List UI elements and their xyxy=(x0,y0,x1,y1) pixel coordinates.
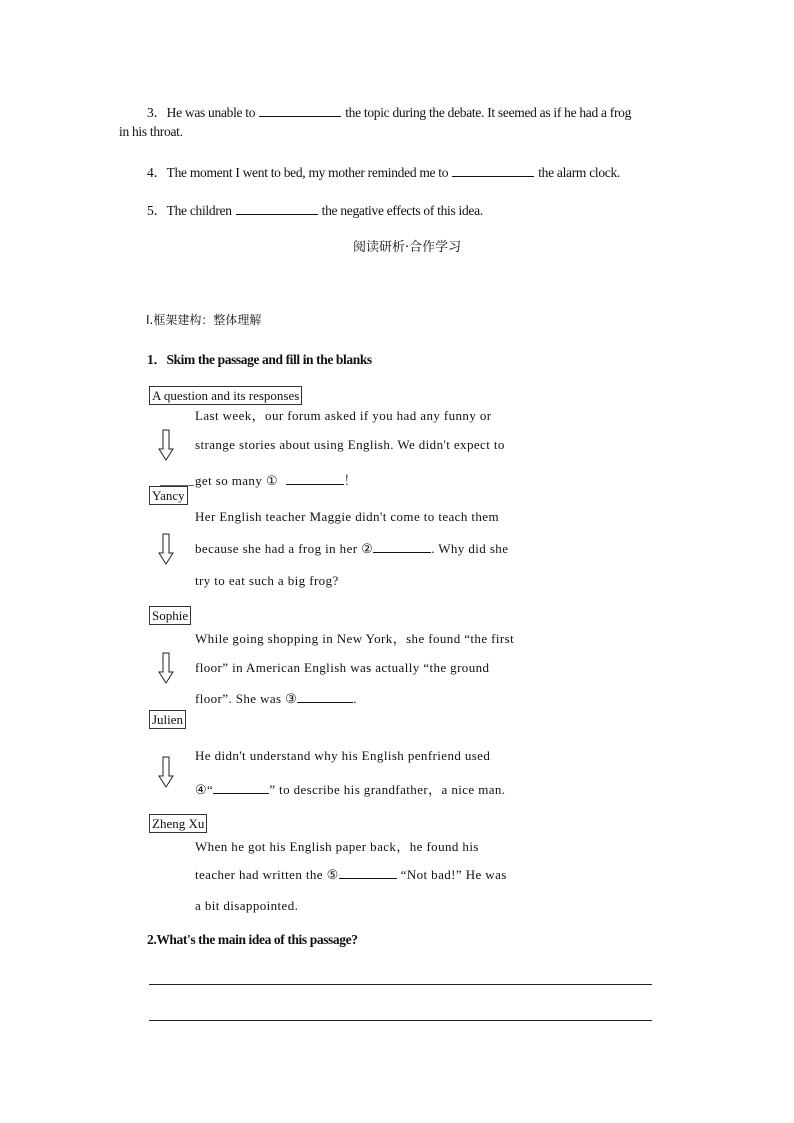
flow-text-line: While going shopping in New York，she found “the first xyxy=(195,631,515,646)
flow-text-line: When he got his English paper back，he found his xyxy=(195,839,479,854)
answer-line-2[interactable] xyxy=(149,1020,652,1021)
down-arrow-icon xyxy=(158,756,174,788)
flow-label-sophie: Sophie xyxy=(149,606,191,625)
flow-text-line: Her English teacher Maggie didn't come to teach them xyxy=(195,509,499,524)
answer-blank-circle-1[interactable] xyxy=(286,473,344,485)
answer-blank-circle-4[interactable] xyxy=(213,782,269,794)
flow-text-line: He didn't understand why his English penfriend used xyxy=(195,748,491,763)
down-arrow-icon xyxy=(158,429,174,461)
answer-blank-4[interactable] xyxy=(452,164,534,177)
task-2-heading: 2.What's the main idea of this passage? xyxy=(147,932,358,947)
question-4: 4．The moment I went to bed, my mother reminded me to the alarm clock. xyxy=(147,165,621,180)
question-3: 3．He was unable to the topic during the debate. It seemed as if he had a frog xyxy=(147,105,632,120)
flow-label-question: A question and its responses xyxy=(149,386,302,405)
flow-text-line: ④“ ” to describe his grandfather，a nice man. xyxy=(195,782,506,797)
flow-text-line: strange stories about using English. We didn't expect to xyxy=(195,437,505,452)
flow-label-yancy: Yancy xyxy=(149,486,188,505)
flow-text-line: try to eat such a big frog? xyxy=(195,573,339,588)
flow-text-line: teacher had written the ⑤ “Not bad!” He was xyxy=(195,867,507,882)
part-title: Ⅰ.框架建构：整体理解 xyxy=(146,313,262,327)
down-arrow-icon xyxy=(158,533,174,565)
question-3-continuation: in his throat. xyxy=(119,124,183,139)
flow-text-line: floor”. She was ③ . xyxy=(195,691,357,706)
answer-blank-circle-3[interactable] xyxy=(297,691,353,703)
section-title: 阅读研析·合作学习 xyxy=(353,240,462,255)
task-1-heading: 1．Skim the passage and fill in the blanks xyxy=(147,352,372,367)
flow-label-julien: Julien xyxy=(149,710,186,729)
flow-label-zheng-xu: Zheng Xu xyxy=(149,814,207,833)
answer-blank-3[interactable] xyxy=(259,104,341,117)
answer-line-1[interactable] xyxy=(149,984,652,985)
flow-text-line: a bit disappointed. xyxy=(195,898,299,913)
answer-blank-circle-2[interactable] xyxy=(373,541,431,553)
flow-text-line: because she had a frog in her ② . Why did she xyxy=(195,541,509,556)
answer-blank-5[interactable] xyxy=(236,202,318,215)
answer-blank-circle-5[interactable] xyxy=(339,867,397,879)
flow-text-line: floor” in American English was actually “the ground xyxy=(195,660,490,675)
question-5: 5．The children the negative effects of this idea. xyxy=(147,203,483,218)
flow-text-line: get so many ① ！ xyxy=(195,473,357,488)
down-arrow-icon xyxy=(158,652,174,684)
flow-text-line: Last week，our forum asked if you had any funny or xyxy=(195,408,492,423)
